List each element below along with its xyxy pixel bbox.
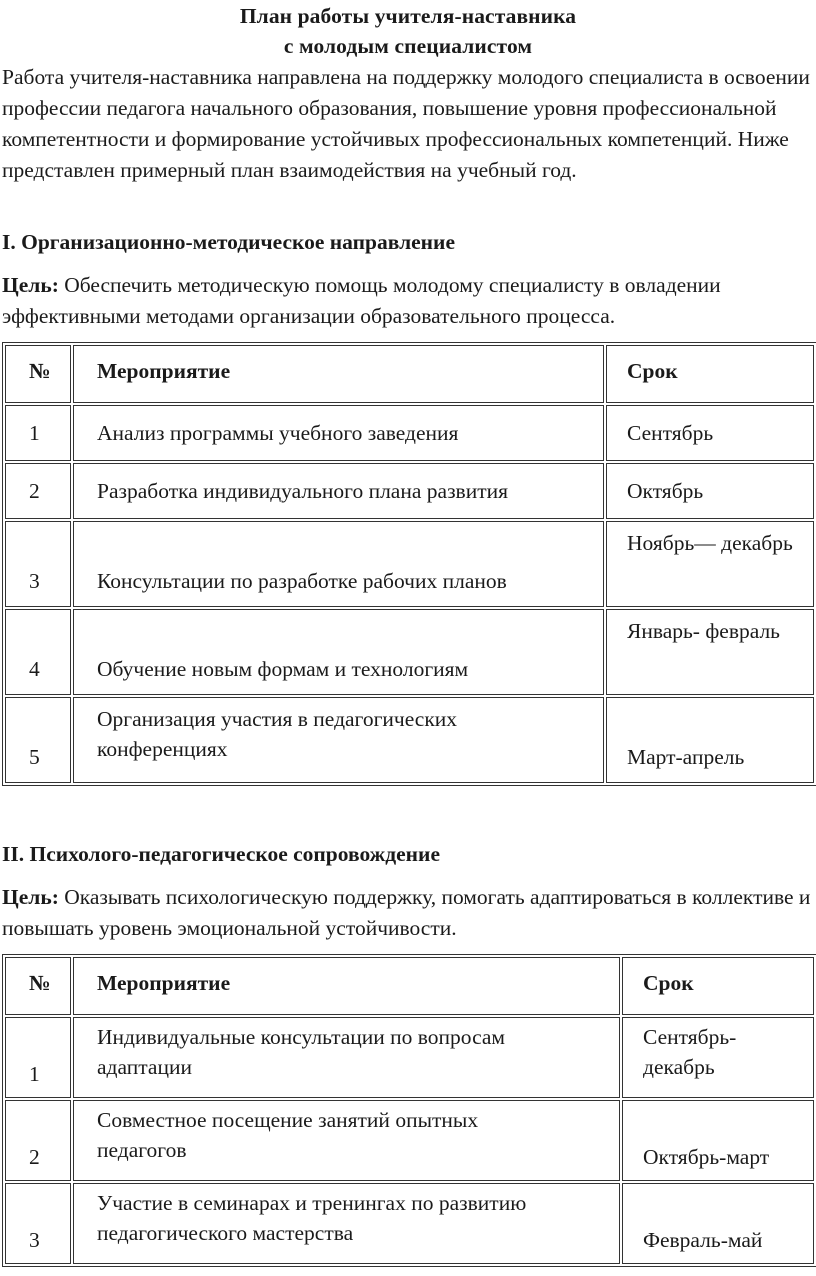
row-term: Октябрь-март <box>622 1100 814 1181</box>
table-row <box>5 463 814 519</box>
header-number: № <box>5 957 71 1015</box>
section-2-goal <box>2 882 814 944</box>
header-term: Срок <box>606 345 814 403</box>
section-2-goal-label: Цель: <box>2 885 59 909</box>
row-event: Индивидуальные консультации по вопросам адаптации <box>73 1017 620 1098</box>
row-number: 3 <box>5 1183 71 1264</box>
section-2-goal-text: Оказывать психологическую поддержку, помогать адаптироваться в коллективе и повышать уровень эмоциональной устойчивости. <box>2 885 811 940</box>
header-term: Срок <box>622 957 814 1015</box>
header-event: Мероприятие <box>73 957 620 1015</box>
table-row <box>5 405 814 461</box>
row-number: 2 <box>5 463 71 519</box>
row-event: Разработка индивидуального плана развития <box>73 463 604 519</box>
row-number: 4 <box>5 609 71 695</box>
section-2-heading: II. Психолого-педагогическое сопровождение <box>2 842 440 866</box>
row-term: Март-апрель <box>606 697 814 783</box>
row-event: Совместное посещение занятий опытных педагогов <box>73 1100 620 1181</box>
document-title-line-2: с молодым специалистом <box>283 34 533 58</box>
table-row <box>5 697 814 783</box>
row-term: Сентябрь- декабрь <box>622 1017 814 1098</box>
row-event: Консультации по разработке рабочих планов <box>73 521 604 607</box>
table-row <box>5 1100 814 1181</box>
row-number: 3 <box>5 521 71 607</box>
row-number: 1 <box>5 405 71 461</box>
row-term: Февраль-май <box>622 1183 814 1264</box>
document-title-line-1: План работы учителя-наставника <box>239 4 577 28</box>
section-1-goal-label: Цель: <box>2 273 59 297</box>
row-term: Ноябрь— декабрь <box>606 521 814 607</box>
row-event: Участие в семинарах и тренингах по развитию педагогического мастерства <box>73 1183 620 1264</box>
row-event: Организация участия в педагогических конференциях <box>73 697 604 783</box>
intro-paragraph: Работа учителя-наставника направлена на поддержку молодого специалиста в освоении профессии педагога начального образования, повышение уровня профессиональной компетентности и формирование устойчивых профессиональных компетенций. Ниже представлен примерный план взаимодействия на учебный год. <box>2 65 810 182</box>
row-event: Анализ программы учебного заведения <box>73 405 604 461</box>
row-term: Январь- февраль <box>606 609 814 695</box>
section-1-table <box>2 342 816 786</box>
table-row <box>5 609 814 695</box>
header-event: Мероприятие <box>73 345 604 403</box>
header-number: № <box>5 345 71 403</box>
row-term: Октябрь <box>606 463 814 519</box>
section-2-table <box>2 954 816 1267</box>
row-event: Обучение новым формам и технологиям <box>73 609 604 695</box>
table-header-row <box>5 957 814 1015</box>
row-number: 5 <box>5 697 71 783</box>
row-number: 2 <box>5 1100 71 1181</box>
table-header-row <box>5 345 814 403</box>
section-1-goal-text: Обеспечить методическую помощь молодому специалисту в овладении эффективными методами организации образовательного процесса. <box>2 273 721 328</box>
table-row <box>5 1017 814 1098</box>
row-term: Сентябрь <box>606 405 814 461</box>
row-number: 1 <box>5 1017 71 1098</box>
section-1-heading: I. Организационно-методическое направление <box>2 230 455 254</box>
table-row <box>5 1183 814 1264</box>
table-row <box>5 521 814 607</box>
section-1-goal <box>2 270 814 332</box>
